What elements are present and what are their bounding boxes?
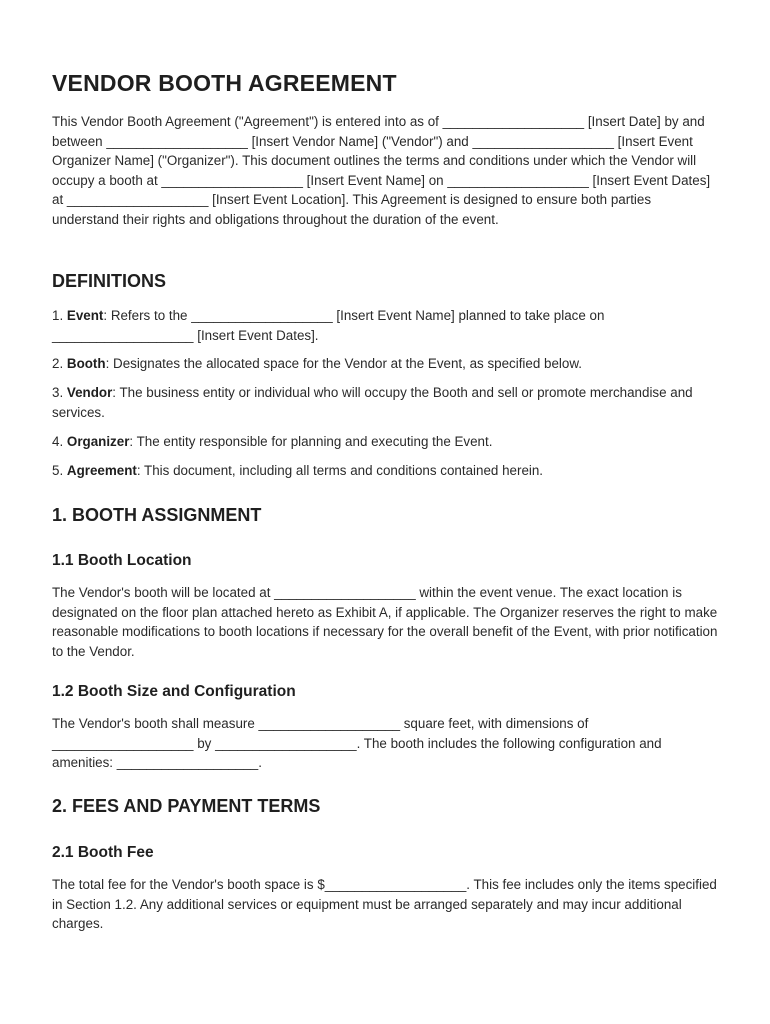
document-title: VENDOR BOOTH AGREEMENT [52, 70, 397, 96]
definition-text: : This document, including all terms and conditions contained herein. [136, 463, 544, 478]
definition-item-booth [52, 354, 720, 374]
definition-text: : The entity responsible for planning and executing the Event. [129, 434, 493, 449]
definition-number: 2. [52, 356, 64, 371]
definition-text: : The business entity or individual who will occupy the Booth and sell or promote merchandise and services. [52, 385, 693, 420]
definitions-heading: DEFINITIONS [52, 271, 167, 291]
booth-size-paragraph: The Vendor's booth shall measure ___________________ square feet, with dimensions of ___________________ by ___________________. The booth includes the following configuration and amenities: ___________________. [52, 716, 662, 771]
booth-fee-paragraph: The total fee for the Vendor's booth space is $___________________. This fee includes only the items specified in Section 1.2. Any additional services or equipment must be arranged separately and may incur additional charges. [52, 877, 717, 932]
definition-item-agreement [52, 461, 720, 481]
section-booth-assignment-heading: 1. BOOTH ASSIGNMENT [52, 505, 262, 525]
definition-number: 5. [52, 463, 64, 478]
definition-text: : Designates the allocated space for the Vendor at the Event, as specified below. [105, 356, 582, 371]
definition-item-organizer [52, 432, 720, 452]
definition-term: Agreement [66, 463, 137, 478]
definition-term: Booth [66, 356, 106, 371]
subsection-booth-location-heading: 1.1 Booth Location [52, 552, 192, 569]
definition-item-event [52, 306, 720, 345]
definition-text: : Refers to the ___________________ [Insert Event Name] planned to take place on ___________________ [Insert Event Dates]. [52, 308, 605, 343]
subsection-booth-size-heading: 1.2 Booth Size and Configuration [52, 683, 296, 700]
definition-term: Organizer [66, 434, 130, 449]
definition-term: Vendor [66, 385, 113, 400]
section-fees-heading: 2. FEES AND PAYMENT TERMS [52, 796, 321, 816]
definition-term: Event [66, 308, 104, 323]
subsection-booth-fee-heading: 2.1 Booth Fee [52, 844, 154, 861]
booth-location-paragraph: The Vendor's booth will be located at ___________________ within the event venue. The exact location is designated on the floor plan attached hereto as Exhibit A, if applicable. The Organizer reserves the right to make reasonable modifications to booth locations if necessary for the overall benefit of the Event, with prior notification to the Vendor. [52, 585, 718, 659]
definition-item-vendor [52, 383, 720, 422]
definition-number: 1. [52, 308, 64, 323]
definition-number: 4. [52, 434, 64, 449]
intro-paragraph: This Vendor Booth Agreement ("Agreement") is entered into as of ___________________ [Insert Date] by and between ___________________ [Insert Vendor Name] ("Vendor") and ___________________ [Insert Event Organizer Name] ("Organizer"). This document outlines the terms and conditions under which the Vendor will occupy a booth at ___________________ [Insert Event Name] on ___________________ [Insert Event Dates] at ___________________ [Insert Event Location]. This Agreement is designed to ensure both parties understand their rights and obligations throughout the duration of the event. [52, 114, 711, 227]
definition-number: 3. [52, 385, 64, 400]
